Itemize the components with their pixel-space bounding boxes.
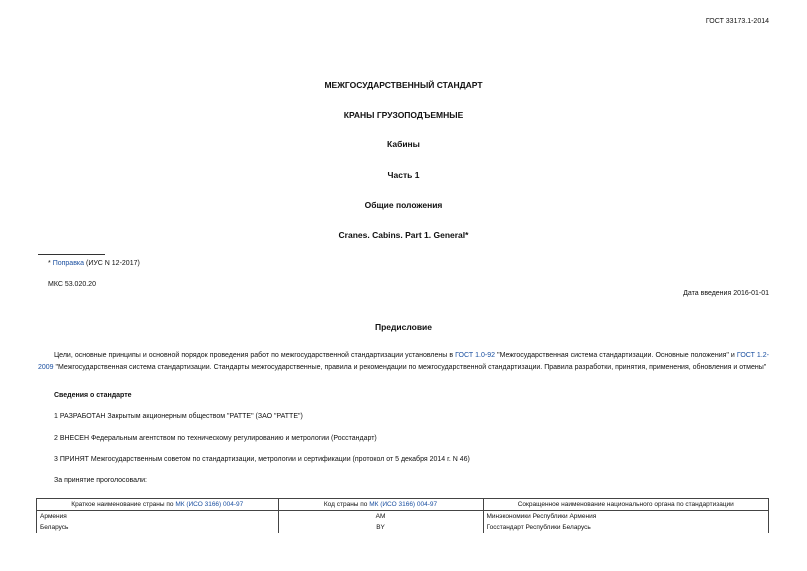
mks-code: МКС 53.020.20	[48, 281, 96, 288]
header-standards-body: Сокращенное наименование национального органа по стандартизации	[483, 499, 769, 511]
footnote-separator	[38, 254, 105, 255]
header-country-code: Код страны по МК (ИСО 3166) 004-97	[278, 499, 483, 511]
cell-body: Госстандарт Республики Беларусь	[483, 522, 769, 533]
footnote-marker: *	[48, 260, 51, 267]
cell-code: BY	[278, 522, 483, 533]
footnote	[48, 260, 140, 267]
english-title: Cranes. Cabins. Part 1. General*	[338, 230, 469, 240]
cell-country: Армения	[37, 511, 279, 523]
mk-iso-link-1[interactable]: МК (ИСО 3166) 004-97	[175, 501, 244, 508]
countries-table	[36, 498, 769, 533]
standard-type-heading: МЕЖГОСУДАРСТВЕННЫЙ СТАНДАРТ	[324, 80, 483, 90]
table-header-row	[37, 499, 769, 511]
preface-text-start: Цели, основные принципы и основной порядок проведения работ по межгосударственной стандартизации установлены в	[54, 352, 454, 359]
table-row	[37, 511, 769, 523]
table-row	[37, 522, 769, 533]
preface-title: Предисловие	[374, 322, 433, 332]
preface-text-mid: "Межгосударственная система стандартизации. Основные положения" и	[497, 352, 735, 359]
document-title: КРАНЫ ГРУЗОПОДЪЕМНЫЕ	[343, 110, 464, 120]
document-subtitle: Кабины	[387, 139, 420, 149]
section-heading: Общие положения	[364, 200, 443, 210]
info-item-submitted: 2 ВНЕСЕН Федеральным агентством по техническому регулированию и метрологии (Росстандарт)	[54, 435, 377, 442]
info-title: Сведения о стандарте	[54, 392, 132, 399]
preface-text-end: "Межгосударственная система стандартизации. Стандарты межгосударственные, правила и рекомендации по межгосударственной стандартизации. Правила разработки, принятия, применения, обновления и отмены"	[55, 363, 767, 371]
info-item-adopted: 3 ПРИНЯТ Межгосударственным советом по стандартизации, метрологии и сертификации (протокол от 5 декабря 2014 г. N 46)	[54, 456, 470, 463]
voted-label: За принятие проголосовали:	[54, 477, 147, 484]
gost-1-2-2009-link[interactable]: ГОСТ 1.2-2009	[38, 352, 769, 371]
cell-code: AM	[278, 511, 483, 523]
part-heading: Часть 1	[387, 170, 420, 180]
info-item-developed: 1 РАЗРАБОТАН Закрытым акционерным обществом "РАТТЕ" (ЗАО "РАТТЕ")	[54, 413, 303, 420]
amendment-link[interactable]: Поправка	[52, 260, 85, 267]
introduction-date: Дата введения 2016-01-01	[683, 290, 769, 297]
cell-country: Беларусь	[37, 522, 279, 533]
preface-paragraph	[38, 350, 769, 373]
header-country-name: Краткое наименование страны по МК (ИСО 3166) 004-97	[37, 499, 279, 511]
cell-body: Минэкономики Республики Армения	[483, 511, 769, 523]
document-code: ГОСТ 33173.1-2014	[705, 18, 769, 25]
footnote-text: (ИУС N 12-2017)	[85, 260, 140, 267]
gost-1-0-92-link[interactable]: ГОСТ 1.0-92	[455, 352, 496, 359]
mk-iso-link-2[interactable]: МК (ИСО 3166) 004-97	[369, 501, 438, 508]
